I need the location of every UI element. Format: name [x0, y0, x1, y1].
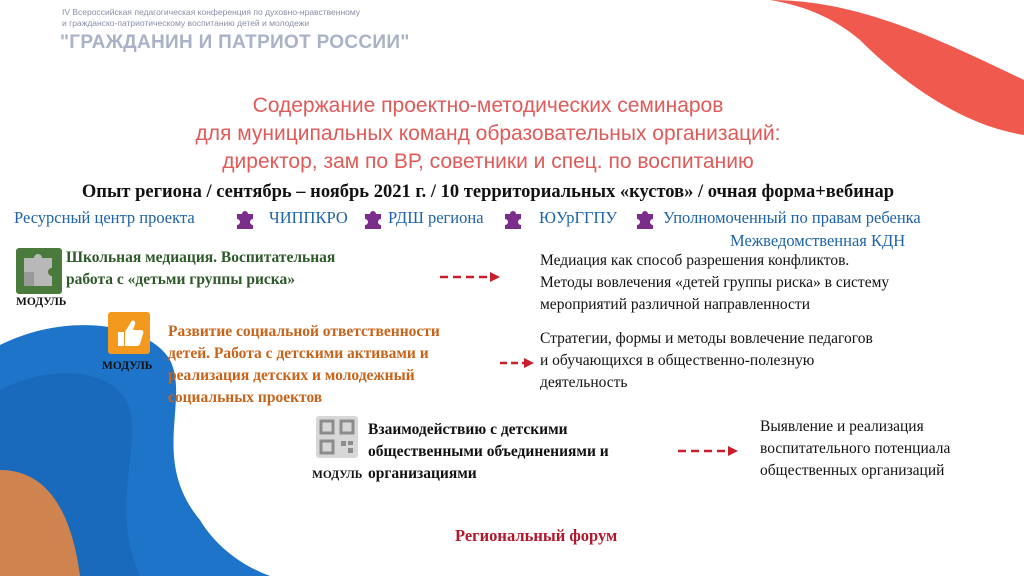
- module-3-description: [760, 416, 950, 482]
- module-2-desc-line: деятельность: [540, 374, 628, 391]
- module-1-title: [66, 247, 335, 291]
- module-2-desc-line: Стратегии, формы и методы вовлечение педагогов: [540, 330, 873, 347]
- module-label: МОДУЛЬ: [16, 296, 67, 308]
- module-label: МОДУЛЬ: [102, 360, 153, 372]
- module-2-title: [168, 321, 440, 409]
- title-line-3: директор, зам по ВР, советники и спец. по воспитанию: [222, 150, 754, 173]
- dashed-arrow-icon: [500, 358, 534, 368]
- qr-code-icon: [316, 416, 358, 458]
- module-3-title-line: организациями: [368, 465, 477, 482]
- partner-kdn: Межведомственная КДН: [730, 231, 906, 250]
- module-1-description: [540, 250, 889, 316]
- module-3-title-line: Взаимодействию с детскими: [368, 421, 568, 438]
- puzzle-icon: [362, 205, 388, 231]
- module-3-desc-line: воспитательного потенциала: [760, 440, 951, 457]
- conference-line-1: IV Всероссийская педагогическая конференция по духовно-нравственному: [62, 7, 361, 17]
- module-3-title: [368, 419, 609, 485]
- puzzle-icon: [234, 205, 260, 231]
- partner-ombudsman: Уполномоченный по правам ребенка: [663, 208, 921, 227]
- module-3-title-line: общественными объединениями и: [368, 443, 609, 460]
- brand-title: "ГРАЖДАНИН И ПАТРИОТ РОССИИ": [60, 32, 410, 53]
- partner-chippkro: ЧИППКРО: [269, 208, 348, 227]
- partner-rdsh: РДШ региона: [388, 208, 484, 227]
- module-1-desc-line: Медиация как способ разрешения конфликтов.: [540, 252, 850, 269]
- module-2-title-line: детей. Работа с детскими активами и: [168, 345, 429, 362]
- module-2-title-line: Развитие социальной ответственности: [168, 323, 440, 340]
- module-1-desc-line: мероприятий различной направленности: [540, 296, 810, 313]
- module-2-title-line: социальных проектов: [168, 389, 323, 406]
- module-2-title-line: реализация детских и молодежный: [168, 367, 415, 384]
- dashed-arrow-icon: [440, 272, 500, 282]
- module-1-desc-line: Методы вовлечения «детей группы риска» в систему: [540, 274, 890, 291]
- module-3-desc-line: общественных организаций: [760, 462, 945, 479]
- title-line-1: Содержание проектно-методических семинаров: [252, 94, 724, 117]
- puzzle-pieces-icon: [16, 248, 62, 294]
- module-3-desc-line: Выявление и реализация: [760, 418, 924, 435]
- puzzle-icon: [502, 205, 528, 231]
- dashed-arrow-icon: [678, 446, 738, 456]
- subtitle: Опыт региона / сентябрь – ноябрь 2021 г. / 10 территориальных «кустов» / очная форма+вебинар: [81, 182, 895, 202]
- thumbs-up-icon: [108, 312, 150, 354]
- module-2-description: [540, 328, 873, 394]
- module-1-title-line: работа с «детьми группы риска»: [66, 271, 295, 288]
- puzzle-icon: [634, 205, 660, 231]
- module-2-desc-line: и обучающихся в общественно-полезную: [540, 352, 815, 369]
- partner-resource-center: Ресурсный центр проекта: [14, 208, 195, 227]
- title-line-2: для муниципальных команд образовательных организаций:: [195, 122, 781, 145]
- regional-forum: Региональный форум: [455, 526, 618, 545]
- partner-yuurggpu: ЮУрГГПУ: [539, 208, 618, 227]
- conference-line-2: и гражданско-патриотическому воспитанию детей и молодежи: [62, 18, 310, 28]
- module-label: МОДУЛЬ: [312, 469, 363, 481]
- module-1-title-line: Школьная медиация. Воспитательная: [66, 249, 336, 266]
